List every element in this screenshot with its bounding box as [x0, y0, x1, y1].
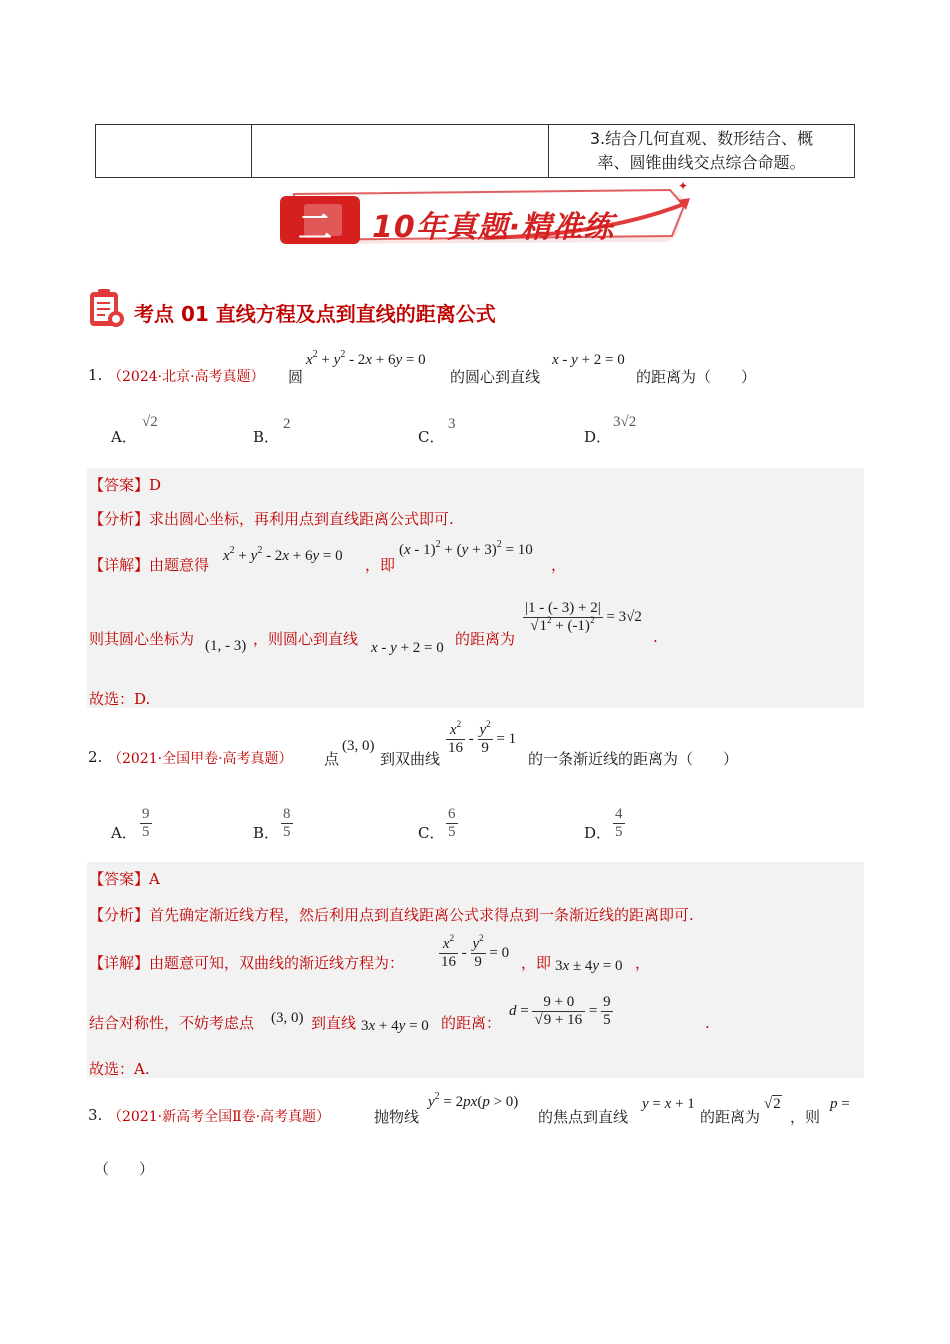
question-number: 3. — [88, 1106, 103, 1124]
option-label: D． — [584, 428, 612, 446]
point: (3, 0) — [271, 1010, 304, 1026]
question-source: （2021·全国甲卷·高考真题） — [108, 751, 293, 767]
line-equation: x - y + 2 = 0 — [371, 640, 444, 656]
analysis: 【分析】首先确定渐近线方程，然后利用点到直线距离公式求得点到一条渐近线的距离即可. — [89, 906, 694, 924]
line-equation: x - y + 2 = 0 — [552, 352, 625, 368]
section-banner — [274, 180, 694, 256]
banner-title: 10年真题·精准练 — [372, 210, 615, 245]
svg-text:✦: ✦ — [678, 180, 689, 193]
detail-text: 由题意可知，双曲线的渐近线方程为： — [149, 954, 405, 972]
table-cell — [252, 125, 549, 178]
option-label: B． — [253, 824, 280, 842]
option-c-value: 3 — [448, 416, 456, 432]
option-a[interactable] — [111, 426, 137, 447]
standard-form: $(x - 1)^2 + (y + 3)^2 = 10$ — [399, 539, 533, 558]
option-label: A． — [111, 428, 137, 446]
center-point: (1, - 3) — [205, 638, 247, 654]
analysis: 【分析】求出圆心坐标，再利用点到直线距离公式即可. — [89, 510, 454, 528]
option-b-value: 2 — [283, 416, 291, 432]
detail-text: 结合对称性，不妨考虑点 — [89, 1014, 255, 1032]
parabola-equation: $y^2 = 2px(p > 0)$ — [428, 1091, 519, 1110]
detail-tag: 【详解】 — [89, 556, 150, 574]
choice: 故选：D. — [89, 690, 151, 708]
hyperbola-equation: $\frac{x^2}{16}$ - $\frac{y^2}{9}$ = 1 — [448, 719, 517, 757]
requirements-table — [95, 124, 855, 178]
detail-text: 则其圆心坐标为 — [89, 630, 195, 648]
option-d-value: $\frac{4}{5}$ — [615, 806, 623, 841]
detail-tag: 【详解】 — [89, 954, 150, 972]
p-variable: p = — [830, 1096, 850, 1112]
answer: 【答案】A — [89, 870, 160, 888]
detail — [89, 952, 404, 973]
detail-text: ，则圆心到直线 — [253, 630, 359, 648]
detail — [89, 554, 209, 575]
distance-result: d = $\frac{9 + 0}{√9 + 16}$ = $\frac{9}{5}$ — [509, 994, 611, 1029]
detail-text: . — [653, 628, 658, 646]
distance-formula: $\frac{|1 - (- 3) + 2|}{√1^2 + (-1)^2}$ = 3√2 — [525, 600, 642, 635]
option-label: B． — [253, 428, 280, 446]
option-c-value: $\frac{6}{5}$ — [448, 806, 456, 841]
distance-value: √2 — [764, 1096, 781, 1112]
circle-equation: $x^2 + y^2 - 2x + 6y = 0$ — [223, 545, 343, 564]
option-b[interactable] — [253, 426, 279, 447]
question-number: 2. — [88, 748, 103, 766]
detail-text: 的距离为 — [455, 630, 516, 648]
question-text: 的距离为 — [700, 1108, 761, 1126]
question-3 — [88, 1091, 858, 1134]
detail-text: . — [705, 1014, 710, 1032]
question-source: （2021·新高考全国Ⅱ卷·高考真题） — [108, 1109, 331, 1125]
option-label: C． — [418, 428, 445, 446]
question-text: 到双曲线 — [380, 750, 441, 768]
option-a-value: $\frac{9}{5}$ — [142, 806, 150, 841]
section-title: 考点 01 直线方程及点到直线的距离公式 — [134, 302, 496, 326]
question-text: 抛物线 — [374, 1108, 420, 1126]
question-number: 1. — [88, 366, 103, 384]
option-label: D． — [584, 824, 612, 842]
asymptote-line: 3x ± 4y = 0 — [555, 958, 623, 974]
question-text: 点 — [324, 750, 340, 768]
question-text: 的圆心到直线 — [450, 368, 541, 386]
option-b[interactable] — [253, 822, 279, 843]
option-c[interactable] — [418, 426, 444, 447]
point: (3, 0) — [342, 738, 375, 754]
option-c[interactable] — [418, 822, 444, 843]
banner-number: 二 — [298, 208, 332, 248]
option-d[interactable] — [584, 426, 611, 447]
question-text: 圆 — [288, 368, 304, 386]
option-a-value: √2 — [142, 414, 158, 430]
option-a[interactable] — [111, 822, 137, 843]
choice: 故选：A. — [89, 1060, 150, 1078]
answer-blank: （ ） — [94, 1160, 155, 1178]
line-equation: y = x + 1 — [642, 1096, 695, 1112]
question-text: ，则 — [790, 1108, 821, 1126]
table-cell — [96, 125, 252, 178]
answer-box — [87, 468, 864, 708]
detail-text: ，即 — [365, 556, 396, 574]
option-d[interactable] — [584, 822, 611, 843]
detail-text: ， — [551, 556, 567, 574]
table-text: 3.结合几何直观、数形结合、概 — [589, 129, 814, 148]
option-b-value: $\frac{8}{5}$ — [283, 806, 291, 841]
table-text: 率、圆锥曲线交点综合命题。 — [597, 153, 806, 172]
option-label: C． — [418, 824, 445, 842]
detail-text: 的距离： — [441, 1014, 502, 1032]
clipboard-icon — [88, 288, 126, 328]
detail-text: 到直线 — [311, 1014, 357, 1032]
asymptote-equation: $\frac{x^2}{16}$ - $\frac{y^2}{9}$ = 0 — [441, 933, 510, 971]
question-text: 的距离为（ ） — [636, 368, 757, 386]
detail-text: 由题意得 — [149, 556, 210, 574]
circle-equation: $x^2 + y^2 - 2x + 6y = 0$ — [306, 349, 426, 368]
question-text: 的一条渐近线的距离为（ ） — [528, 750, 739, 768]
line-equation: 3x + 4y = 0 — [361, 1018, 429, 1034]
question-source: （2024·北京·高考真题） — [108, 369, 265, 385]
option-label: A． — [111, 824, 137, 842]
detail-text: ， — [635, 954, 651, 972]
answer-box — [87, 862, 864, 1078]
question-text: 的焦点到直线 — [538, 1108, 629, 1126]
detail-text: ，即 — [521, 954, 552, 972]
option-d-value: 3√2 — [613, 414, 637, 430]
answer: 【答案】D — [89, 476, 162, 494]
table-cell — [549, 125, 855, 178]
